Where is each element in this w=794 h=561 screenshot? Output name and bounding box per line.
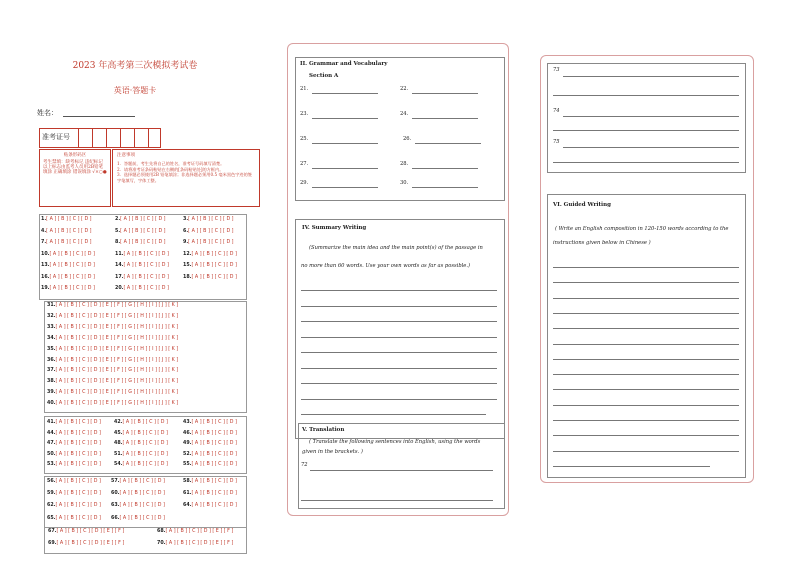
answer-choice-row[interactable]	[183, 263, 237, 268]
question-number: 14.	[115, 263, 124, 268]
translation-number: 73	[553, 67, 560, 73]
answer-options[interactable]: [ A ] [ B ] [ C ] [ D ]	[46, 240, 92, 245]
name-label: 姓名：	[37, 109, 58, 117]
translation-number: 75	[553, 139, 560, 145]
answer-choice-row[interactable]	[41, 240, 92, 245]
grammar-number: 29.	[300, 180, 309, 186]
question-number: 38.	[47, 379, 56, 385]
grammar-number: 21.	[300, 86, 309, 92]
guided-title: VI. Guided Writing	[553, 202, 611, 208]
answer-choice-row[interactable]	[47, 503, 101, 508]
guided-answer-line[interactable]	[553, 374, 739, 375]
answer-choice-row[interactable]	[47, 358, 178, 363]
exam-id-label: 准考证号	[42, 133, 70, 141]
answer-choice-row[interactable]	[115, 275, 169, 280]
answer-choice-row[interactable]	[183, 252, 237, 257]
question-number: 36.	[47, 357, 56, 363]
translation-answer-line[interactable]	[553, 162, 739, 163]
question-number: 47.	[47, 441, 56, 447]
answer-options[interactable]: [ A ] [ B ] [ C ] [ D ]	[122, 420, 168, 425]
question-number: 65.	[47, 515, 56, 521]
question-number: 59.	[47, 491, 56, 497]
answer-options[interactable]: [ A ] [ B ] [ C ] [ D ] [ E ] [ F ] [ G ] [ H ] [ I ] [ J ] [ K ]	[55, 335, 179, 341]
question-number: 41.	[47, 420, 56, 425]
answer-choice-row[interactable]	[41, 217, 92, 222]
question-number: 44.	[47, 430, 56, 436]
answer-choice-row[interactable]	[47, 452, 101, 457]
question-number: 35.	[47, 346, 56, 352]
answer-options[interactable]: [ A ] [ B ] [ C ] [ D ] [ E ] [ F ]	[165, 529, 234, 534]
answer-choice-row[interactable]	[47, 462, 101, 467]
answer-options[interactable]: [ A ] [ B ] [ C ] [ D ]	[55, 441, 101, 447]
grammar-answer-line[interactable]	[312, 143, 378, 144]
answer-options[interactable]: [ A ] [ B ] [ C ] [ D ]	[122, 430, 168, 436]
question-number: 20.	[115, 286, 124, 291]
question-number: 16.	[41, 274, 50, 280]
answer-choice-row[interactable]	[111, 479, 165, 484]
grammar-number: 27.	[300, 161, 309, 167]
exam-id-divider	[78, 129, 79, 147]
answer-options[interactable]: [ A ] [ B ] [ C ] [ D ] [ E ] [ F ] [ G ] [ H ] [ I ] [ J ] [ K ]	[55, 346, 179, 352]
question-number: 57.	[111, 479, 120, 484]
question-number: 4.	[41, 228, 47, 234]
guided-answer-line[interactable]	[553, 389, 739, 390]
answer-options[interactable]: [ A ] [ B ] [ C ] [ D ]	[188, 217, 234, 222]
answer-options[interactable]: [ A ] [ B ] [ C ] [ D ]	[55, 420, 101, 425]
question-number: 9.	[183, 240, 189, 245]
grammar-number: 22.	[400, 86, 409, 92]
grammar-number: 28.	[400, 161, 409, 167]
answer-options[interactable]: [ A ] [ B ] [ C ] [ D ]	[191, 503, 237, 509]
question-number: 42.	[114, 420, 123, 425]
answer-choice-row[interactable]	[47, 401, 178, 406]
barcode-area	[39, 149, 111, 207]
translation-number: 74	[553, 108, 560, 114]
answer-choice-row[interactable]	[115, 286, 169, 291]
answer-choice-row[interactable]	[157, 529, 233, 534]
question-number: 10.	[41, 251, 50, 257]
question-number: 49.	[183, 441, 192, 447]
summary-answer-line[interactable]	[301, 306, 497, 307]
summary-instruction: (Summarize the main idea and the main point(s) of the passage in	[309, 245, 483, 251]
translation-instruction: given in the brackets. )	[302, 449, 363, 455]
answer-choice-row[interactable]	[111, 503, 165, 508]
translation-cont-box	[547, 63, 746, 173]
answer-choice-row[interactable]	[114, 420, 168, 425]
answer-choice-row[interactable]	[115, 240, 166, 245]
answer-options[interactable]: [ A ] [ B ] [ C ] [ D ] [ E ] [ F ] [ G ] [ H ] [ I ] [ J ] [ K ]	[55, 357, 179, 363]
translation-answer-line[interactable]	[563, 147, 739, 148]
exam-id-divider	[120, 129, 121, 147]
question-number: 1.	[41, 217, 47, 222]
summary-answer-line[interactable]	[301, 368, 497, 369]
exam-id-divider	[148, 129, 149, 147]
answer-choice-row[interactable]	[183, 503, 237, 508]
question-number: 8.	[115, 240, 121, 245]
question-number: 45.	[114, 430, 123, 436]
notes-text	[117, 161, 256, 183]
answer-choice-row[interactable]	[114, 431, 168, 436]
answer-choice-row[interactable]	[41, 286, 95, 291]
notes-box	[112, 149, 260, 207]
grammar-answer-line[interactable]	[412, 187, 478, 188]
answer-choice-row[interactable]	[183, 479, 237, 484]
question-number: 53.	[47, 462, 56, 468]
question-number: 67.	[48, 529, 57, 534]
notes-heading: 注意事项	[117, 153, 135, 158]
answer-choice-row[interactable]	[41, 229, 92, 234]
translation-answer-line[interactable]	[301, 500, 493, 501]
grammar-number: 30.	[400, 180, 409, 186]
answer-options[interactable]: [ A ] [ B ] [ C ] [ D ]	[55, 451, 101, 457]
answer-choice-row[interactable]	[157, 541, 233, 546]
guided-answer-line[interactable]	[553, 466, 710, 467]
answer-options[interactable]: [ A ] [ B ] [ C ] [ D ]	[55, 479, 101, 484]
guided-answer-line[interactable]	[553, 405, 739, 406]
answer-options[interactable]: [ A ] [ B ] [ C ] [ D ] [ E ] [ F ] [ G ] [ H ] [ I ] [ J ] [ K ]	[55, 313, 179, 319]
answer-choice-row[interactable]	[47, 368, 178, 373]
answer-choice-row[interactable]	[183, 240, 234, 245]
guided-instruction: ( Write an English composition in 120-150 words according to the	[555, 226, 729, 232]
translation-title: V. Translation	[302, 427, 345, 433]
summary-answer-line[interactable]	[301, 321, 497, 322]
guided-answer-line[interactable]	[553, 313, 739, 314]
answer-options[interactable]: [ A ] [ B ] [ C ] [ D ]	[122, 462, 168, 468]
summary-answer-line[interactable]	[301, 399, 497, 400]
answer-options[interactable]: [ A ] [ B ] [ C ] [ D ]	[123, 274, 169, 280]
page-subtitle: 英语·答题卡	[113, 86, 157, 95]
answer-choice-row[interactable]	[47, 491, 101, 496]
answer-choice-row[interactable]	[115, 252, 169, 257]
section-a-label: Section A	[309, 73, 339, 79]
barcode-heading: 贴条形码区	[63, 153, 87, 158]
answer-options[interactable]: [ A ] [ B ] [ C ] [ D ]	[191, 462, 237, 468]
answer-choice-row[interactable]	[183, 462, 237, 467]
question-number: 15.	[183, 263, 192, 268]
question-number: 12.	[183, 251, 192, 257]
grammar-answer-line[interactable]	[412, 93, 478, 94]
answer-options[interactable]: [ A ] [ B ] [ C ] [ D ]	[191, 451, 237, 457]
exam-id-divider	[134, 129, 135, 147]
answer-choice-row[interactable]	[47, 303, 178, 308]
translation-answer-line[interactable]	[563, 116, 739, 117]
question-number: 70.	[157, 540, 166, 546]
question-number: 18.	[183, 274, 192, 280]
note-item: 2．请将准考证条码粘贴在右侧的[条码粘贴处]的方框内。	[117, 166, 224, 172]
question-number: 68.	[157, 529, 166, 534]
grammar-answer-line[interactable]	[312, 168, 378, 169]
answer-choice-row[interactable]	[115, 229, 166, 234]
answer-choice-row[interactable]	[41, 252, 95, 257]
answer-options[interactable]: [ A ] [ B ] [ C ] [ D ]	[119, 491, 165, 497]
answer-choice-row[interactable]	[183, 452, 237, 457]
answer-options[interactable]: [ A ] [ B ] [ C ] [ D ] [ E ] [ F ] [ G ] [ H ] [ I ] [ J ] [ K ]	[55, 390, 179, 396]
question-number: 19.	[41, 286, 50, 291]
grammar-answer-line[interactable]	[415, 143, 481, 144]
barcode-text: 考生禁填：缺考标记 违纪标记 以上标志由监考人员用2B铅笔填涂 正确填涂 错误填涂 √×○●	[43, 160, 107, 176]
summary-answer-line[interactable]	[301, 383, 497, 384]
answer-options[interactable]: [ A ] [ B ] [ C ] [ D ]	[122, 441, 168, 447]
grammar-answer-line[interactable]	[312, 93, 378, 94]
answer-options[interactable]: [ A ] [ B ] [ C ] [ D ] [ E ] [ F ]	[56, 540, 125, 546]
answer-choice-row[interactable]	[48, 529, 124, 534]
answer-options[interactable]: [ A ] [ B ] [ C ] [ D ] [ E ] [ F ]	[165, 540, 234, 546]
question-number: 46.	[183, 430, 192, 436]
question-number: 60.	[111, 491, 120, 497]
guided-instruction: instructions given below in Chinese )	[553, 240, 651, 246]
name-field[interactable]	[63, 116, 135, 117]
question-number: 5.	[115, 228, 121, 234]
answer-options[interactable]: [ A ] [ B ] [ C ] [ D ]	[120, 217, 166, 222]
answer-options[interactable]: [ A ] [ B ] [ C ] [ D ]	[119, 479, 165, 484]
answer-options[interactable]: [ A ] [ B ] [ C ] [ D ]	[191, 251, 237, 257]
answer-choice-row[interactable]	[47, 420, 101, 425]
question-number: 34.	[47, 335, 56, 341]
summary-answer-line[interactable]	[301, 290, 497, 291]
answer-options[interactable]: [ A ] [ B ] [ C ] [ D ]	[123, 263, 169, 268]
answer-options[interactable]: [ A ] [ B ] [ C ] [ D ]	[46, 217, 92, 222]
question-number: 33.	[47, 324, 56, 330]
grammar-title: II. Grammar and Vocabulary	[300, 61, 388, 67]
summary-answer-line[interactable]	[301, 337, 497, 338]
answer-options[interactable]: [ A ] [ B ] [ C ] [ D ] [ E ] [ F ] [ G ] [ H ] [ I ] [ J ] [ K ]	[55, 379, 179, 385]
answer-choice-row[interactable]	[47, 336, 178, 341]
answer-options[interactable]: [ A ] [ B ] [ C ] [ D ]	[49, 251, 95, 257]
grammar-number: 25.	[300, 136, 309, 142]
summary-answer-line[interactable]	[301, 352, 497, 353]
question-number: 63.	[111, 503, 120, 509]
question-number: 69.	[48, 540, 57, 546]
grammar-answer-line[interactable]	[312, 118, 378, 119]
translation-answer-line[interactable]	[563, 76, 739, 77]
answer-options[interactable]: [ A ] [ B ] [ C ] [ D ] [ E ] [ F ] [ G ] [ H ] [ I ] [ J ] [ K ]	[55, 401, 179, 407]
answer-options[interactable]: [ A ] [ B ] [ C ] [ D ]	[191, 274, 237, 280]
question-number: 62.	[47, 503, 56, 509]
question-number: 40.	[47, 401, 56, 407]
answer-options[interactable]: [ A ] [ B ] [ C ] [ D ]	[191, 479, 237, 484]
answer-options[interactable]: [ A ] [ B ] [ C ] [ D ] [ E ] [ F ]	[56, 529, 125, 534]
summary-instruction: no more than 60 words. Use your own words as far as possible.)	[301, 263, 471, 269]
answer-options[interactable]: [ A ] [ B ] [ C ] [ D ] [ E ] [ F ] [ G ] [ H ] [ I ] [ J ] [ K ]	[55, 324, 179, 330]
answer-options[interactable]: [ A ] [ B ] [ C ] [ D ]	[49, 263, 95, 268]
exam-id-field[interactable]	[39, 128, 161, 148]
guided-answer-line[interactable]	[553, 451, 739, 452]
summary-title: IV. Summary Writing	[302, 225, 367, 231]
question-number: 51.	[114, 451, 123, 457]
question-number: 52.	[183, 451, 192, 457]
answer-choice-row[interactable]	[47, 314, 178, 319]
question-number: 17.	[115, 274, 124, 280]
answer-choice-row[interactable]	[111, 516, 165, 521]
answer-choice-row[interactable]	[47, 325, 178, 330]
question-number: 50.	[47, 451, 56, 457]
answer-options[interactable]: [ A ] [ B ] [ C ] [ D ] [ E ] [ F ] [ G ] [ H ] [ I ] [ J ] [ K ]	[55, 368, 179, 374]
question-number: 7.	[41, 240, 47, 245]
question-number: 61.	[183, 491, 192, 497]
grammar-number: 24.	[400, 111, 409, 117]
answer-options[interactable]: [ A ] [ B ] [ C ] [ D ]	[123, 286, 169, 291]
question-number: 2.	[115, 217, 121, 222]
answer-options[interactable]: [ A ] [ B ] [ C ] [ D ]	[119, 503, 165, 509]
translation-answer-line[interactable]	[553, 130, 739, 131]
translation-answer-line[interactable]	[310, 470, 493, 471]
answer-options[interactable]: [ A ] [ B ] [ C ] [ D ]	[120, 228, 166, 234]
translation-instruction: ( Translate the following sentences into English, using the words	[309, 439, 481, 445]
question-number: 32.	[47, 313, 56, 319]
note-item: 1．答题前，考生先将自己的姓名，准考证号码填写清楚。	[117, 161, 225, 166]
answer-choice-row[interactable]	[47, 347, 178, 352]
guided-answer-line[interactable]	[553, 298, 739, 299]
summary-answer-line[interactable]	[301, 414, 486, 415]
translation-box	[298, 423, 505, 509]
answer-options[interactable]: [ A ] [ B ] [ C ] [ D ]	[191, 430, 237, 436]
guided-answer-line[interactable]	[553, 344, 739, 345]
answer-options[interactable]: [ A ] [ B ] [ C ] [ D ]	[191, 491, 237, 497]
guided-answer-line[interactable]	[553, 282, 739, 283]
question-number: 31.	[47, 303, 56, 308]
exam-id-divider	[92, 129, 93, 147]
answer-options[interactable]: [ A ] [ B ] [ C ] [ D ] [ E ] [ F ] [ G ] [ H ] [ I ] [ J ] [ K ]	[55, 303, 179, 308]
note-item: 3．选择题必须使用2B 铅笔填涂；非选择题必须用0.5 毫米黑色字迹的签字笔填写，字体工整。	[117, 172, 252, 183]
answer-options[interactable]: [ A ] [ B ] [ C ] [ D ]	[188, 228, 234, 234]
translation-answer-line[interactable]	[553, 95, 739, 96]
answer-choice-row[interactable]	[47, 441, 101, 446]
answer-options[interactable]: [ A ] [ B ] [ C ] [ D ]	[55, 491, 101, 497]
answer-choice-row[interactable]	[114, 462, 168, 467]
answer-options[interactable]: [ A ] [ B ] [ C ] [ D ]	[120, 240, 166, 245]
answer-choice-row[interactable]	[47, 379, 178, 384]
answer-choice-row[interactable]	[183, 420, 237, 425]
answer-choice-row[interactable]	[183, 431, 237, 436]
answer-options[interactable]: [ A ] [ B ] [ C ] [ D ]	[123, 251, 169, 257]
answer-choice-row[interactable]	[115, 217, 166, 222]
answer-choice-row[interactable]	[183, 441, 237, 446]
answer-choice-row[interactable]	[48, 541, 124, 546]
answer-choice-row[interactable]	[114, 452, 168, 457]
answer-options[interactable]: [ A ] [ B ] [ C ] [ D ]	[191, 420, 237, 425]
answer-choice-row[interactable]	[183, 229, 234, 234]
exam-id-divider	[106, 129, 107, 147]
question-number: 13.	[41, 263, 50, 268]
guided-answer-line[interactable]	[553, 420, 739, 421]
guided-answer-line[interactable]	[553, 267, 739, 268]
answer-options[interactable]: [ A ] [ B ] [ C ] [ D ]	[49, 274, 95, 280]
question-number: 37.	[47, 368, 56, 374]
answer-choice-row[interactable]	[47, 516, 101, 521]
guided-answer-line[interactable]	[553, 435, 739, 436]
guided-answer-line[interactable]	[553, 359, 739, 360]
answer-choice-row[interactable]	[41, 263, 95, 268]
answer-options[interactable]: [ A ] [ B ] [ C ] [ D ]	[122, 451, 168, 457]
answer-choice-row[interactable]	[47, 431, 101, 436]
answer-choice-row[interactable]	[183, 491, 237, 496]
answer-choice-row[interactable]	[115, 263, 169, 268]
answer-options[interactable]: [ A ] [ B ] [ C ] [ D ]	[191, 441, 237, 447]
answer-choice-row[interactable]	[41, 275, 95, 280]
page-title: 2023 年高考第三次模拟考试卷	[72, 61, 198, 71]
question-number: 58.	[183, 479, 192, 484]
question-number: 6.	[183, 228, 189, 234]
question-number: 48.	[114, 441, 123, 447]
answer-options[interactable]: [ A ] [ B ] [ C ] [ D ]	[55, 430, 101, 436]
answer-choice-row[interactable]	[47, 479, 101, 484]
answer-options[interactable]: [ A ] [ B ] [ C ] [ D ]	[49, 286, 95, 291]
answer-choice-row[interactable]	[111, 491, 165, 496]
answer-choice-row[interactable]	[114, 441, 168, 446]
answer-choice-row[interactable]	[47, 390, 178, 395]
answer-choice-row[interactable]	[183, 217, 234, 222]
question-number: 43.	[183, 420, 192, 425]
answer-options[interactable]: [ A ] [ B ] [ C ] [ D ]	[55, 462, 101, 468]
answer-choice-row[interactable]	[183, 275, 237, 280]
grammar-number: 23.	[300, 111, 309, 117]
guided-answer-line[interactable]	[553, 328, 739, 329]
question-number: 3.	[183, 217, 189, 222]
question-number: 56.	[47, 479, 56, 484]
answer-options[interactable]: [ A ] [ B ] [ C ] [ D ]	[119, 515, 165, 521]
grammar-answer-line[interactable]	[412, 168, 478, 169]
question-number: 54.	[114, 462, 123, 468]
answer-options[interactable]: [ A ] [ B ] [ C ] [ D ]	[55, 503, 101, 509]
question-number: 39.	[47, 390, 56, 396]
answer-options[interactable]: [ A ] [ B ] [ C ] [ D ]	[55, 515, 101, 521]
translation-number: 72	[301, 462, 308, 468]
question-number: 66.	[111, 515, 120, 521]
grammar-number: 26.	[403, 136, 412, 142]
question-number: 11.	[115, 251, 124, 257]
question-number: 55.	[183, 462, 192, 468]
question-number: 64.	[183, 503, 192, 509]
answer-options[interactable]: [ A ] [ B ] [ C ] [ D ]	[191, 263, 237, 268]
answer-options[interactable]: [ A ] [ B ] [ C ] [ D ]	[188, 240, 234, 245]
grammar-answer-line[interactable]	[312, 187, 378, 188]
answer-options[interactable]: [ A ] [ B ] [ C ] [ D ]	[46, 228, 92, 234]
grammar-answer-line[interactable]	[412, 118, 478, 119]
